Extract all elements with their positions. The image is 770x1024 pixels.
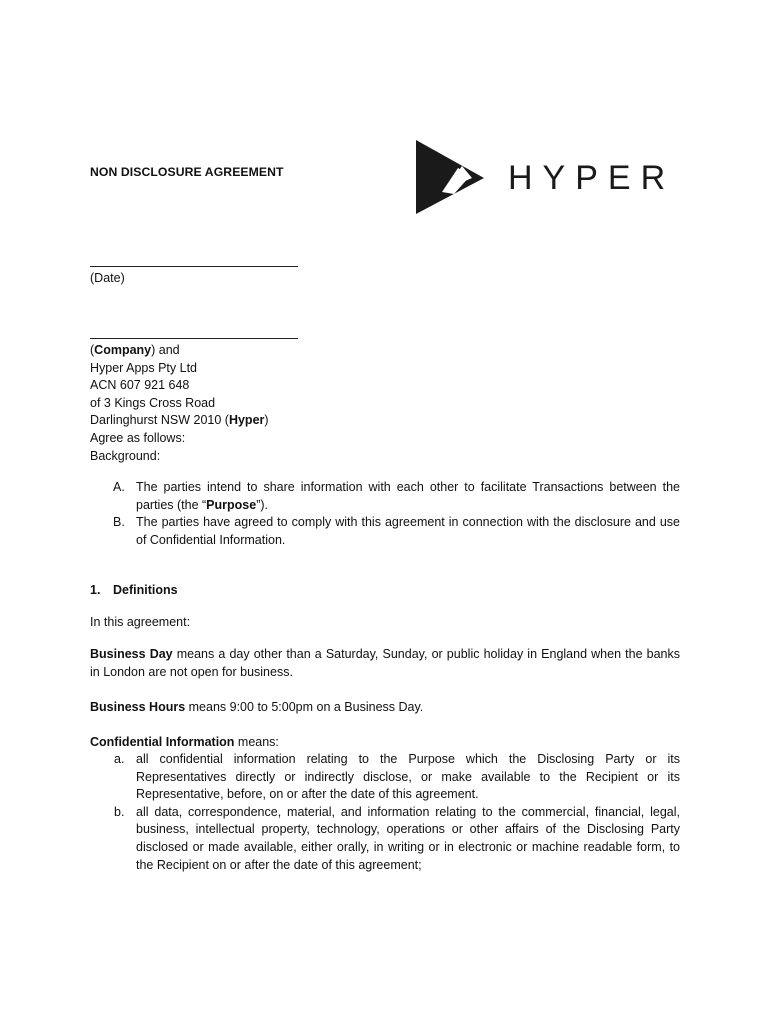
recitals-list (90, 479, 680, 549)
hyper-logo (414, 140, 684, 216)
confidential-information-list (90, 751, 680, 874)
definition-business-day: Business Day means a day other than a Saturday, Sunday, or public holiday in England when the banks in London are not open for business. (90, 647, 680, 679)
section-heading-definitions: 1. Definitions (90, 583, 178, 597)
company-line: (Company) and (90, 343, 180, 357)
party-line: ACN 607 921 648 (90, 378, 190, 393)
definitions-intro: In this agreement: (90, 615, 191, 629)
ci-item-b: b. all data, correspondence, material, and information relating to the commercial, financial, legal, business, intellectual property, technology, operations or other affairs of the Disclosing Party disclosed or made available, either orally, in writing or in electronic or machine readable form, to the Recipient on or after the date of this agreement; (114, 804, 680, 872)
date-label: (Date) (90, 271, 125, 285)
definition-business-hours: Business Hours means 9:00 to 5:00pm on a Business Day. (90, 700, 424, 714)
company-signature-line (90, 338, 298, 339)
document-title: NON DISCLOSURE AGREEMENT (90, 165, 284, 179)
ci-item-a: a. all confidential information relating to the Purpose which the Disclosing Party or its Representatives directly or indirectly disclose, or make available to the Recipient or its Representative, before, on or after the date of this agreement. (114, 752, 680, 802)
party-line: Hyper Apps Pty Ltd (90, 360, 198, 375)
background-label: Background: (90, 448, 161, 463)
address-line: Darlinghurst NSW 2010 (Hyper) (90, 413, 269, 428)
agree-line: Agree as follows: (90, 430, 186, 445)
definition-confidential-information: Confidential Information means: (90, 735, 279, 749)
recital-b: B. The parties have agreed to comply with this agreement in connection with the disclosure and use of Confidential Information. (113, 515, 680, 547)
parties-block (90, 342, 269, 465)
date-signature-line (90, 266, 298, 267)
party-line: of 3 Kings Cross Road (90, 395, 216, 410)
logo-wordmark: HYPER (508, 159, 676, 197)
recital-a: A. The parties intend to share information with each other to facilitate Transactions between the parties (the “Purpose”). (113, 480, 680, 512)
